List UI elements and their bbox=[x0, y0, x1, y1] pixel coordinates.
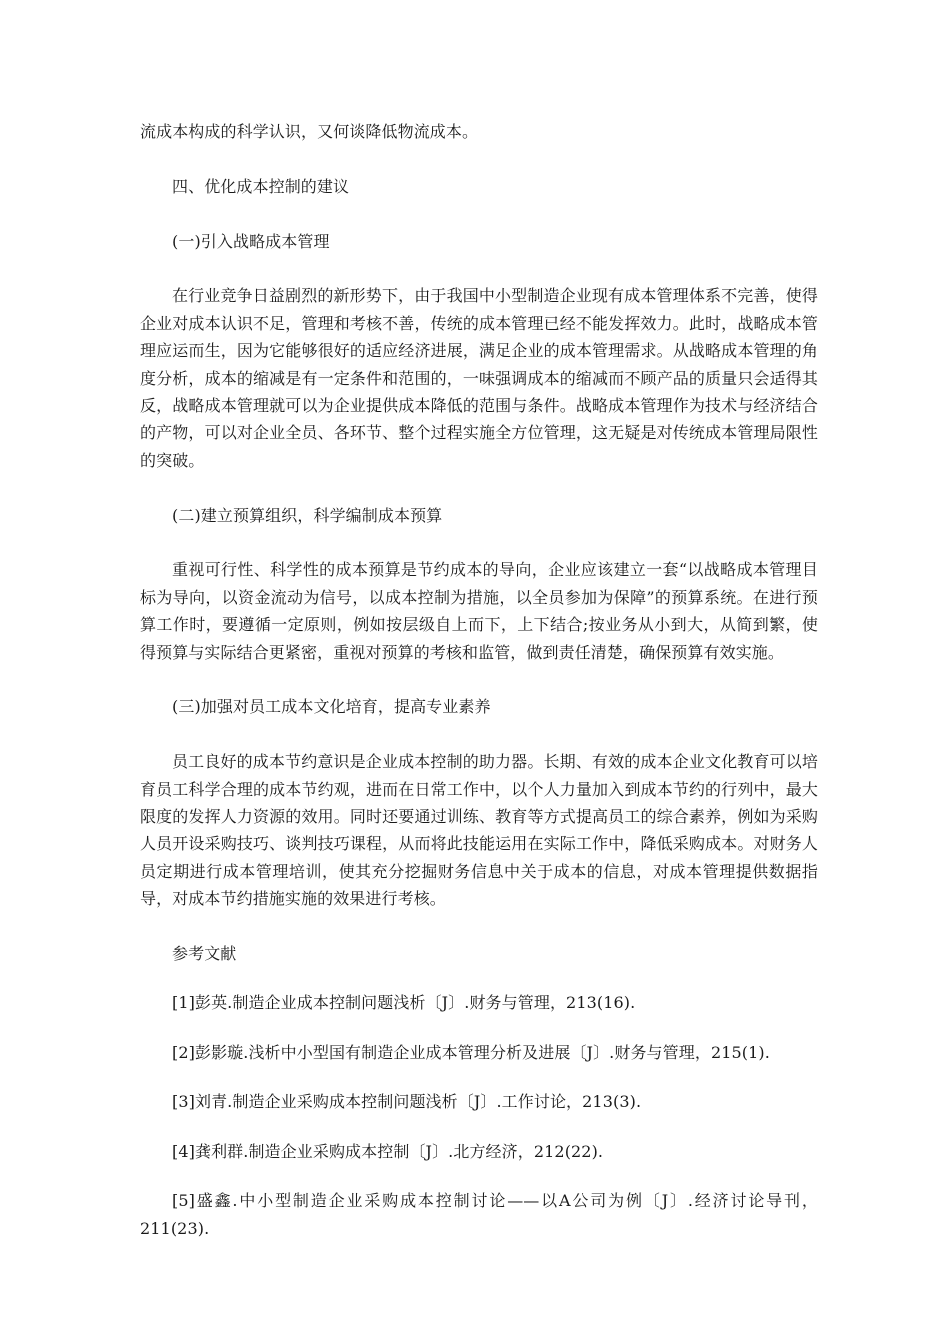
subsection-body-1: 在行业竞争日益剧烈的新形势下，由于我国中小型制造企业现有成本管理体系不完善，使得企业对成本认识不足，管理和考核不善，传统的成本管理已经不能发挥效力。此时，战略成本管理应运而生，因为它能够很好的适应经济进展，满足企业的成本管理需求。从战略成本管理的角度分析，成本的缩减是有一定条件和范围的，一味强调成本的缩减而不顾产品的质量只会适得其反，战略成本管理就可以为企业提供成本降低的范围与条件。战略成本管理作为技术与经济结合的产物，可以对企业全员、各环节、整个过程实施全方位管理，这无疑是对传统成本管理局限性的突破。 bbox=[140, 286, 818, 470]
reference-item: [2]彭影璇.浅析中小型国有制造企业成本管理分析及进展〔J〕.财务与管理，215(1). bbox=[172, 1042, 770, 1062]
reference-item: [4]龚利群.制造企业采购成本控制〔J〕.北方经济，212(22). bbox=[172, 1141, 604, 1161]
subsection-heading-2: (二)建立预算组织，科学编制成本预算 bbox=[172, 505, 443, 525]
document-page bbox=[140, 118, 818, 1242]
reference-item: [1]彭英.制造企业成本控制问题浅析〔J〕.财务与管理，213(16). bbox=[172, 993, 636, 1013]
subsection-body-3: 员工良好的成本节约意识是企业成本控制的助力器。长期、有效的成本企业文化教育可以培育员工科学合理的成本节约观，进而在日常工作中，以个人力量加入到成本节约的行列中，最大限度的发挥人力资源的效用。同时还要通过训练、教育等方式提高员工的综合素养，例如为采购人员开设采购技巧、谈判技巧课程，从而将此技能运用在实际工作中，降低采购成本。对财务人员定期进行成本管理培训，使其充分挖掘财务信息中关于成本的信息，对成本管理提供数据指导，对成本节约措施实施的效果进行考核。 bbox=[140, 752, 818, 909]
subsection-heading-3: (三)加强对员工成本文化培育，提高专业素养 bbox=[172, 697, 491, 717]
references-heading: 参考文献 bbox=[172, 944, 237, 964]
subsection-body-2: 重视可行性、科学性的成本预算是节约成本的导向，企业应该建立一套“以战略成本管理目标为导向，以资金流动为信号，以成本控制为措施，以全员参加为保障”的预算系统。在进行预算工作时，要遵循一定原则，例如按层级自上而下，上下结合;按业务从小到大，从简到繁，使得预算与实际结合更紧密，重视对预算的考核和监管，做到责任清楚，确保预算有效实施。 bbox=[140, 560, 818, 662]
continuation-paragraph: 流成本构成的科学认识，又何谈降低物流成本。 bbox=[140, 122, 479, 141]
subsection-heading-1: (一)引入战略成本管理 bbox=[172, 231, 330, 251]
section-heading: 四、优化成本控制的建议 bbox=[172, 176, 350, 196]
reference-item: [5]盛鑫.中小型制造企业采购成本控制讨论——以A公司为例〔J〕.经济讨论导刊，211(23). bbox=[140, 1191, 818, 1238]
reference-item: [3]刘青.制造企业采购成本控制问题浅析〔J〕.工作讨论，213(3). bbox=[172, 1092, 642, 1112]
